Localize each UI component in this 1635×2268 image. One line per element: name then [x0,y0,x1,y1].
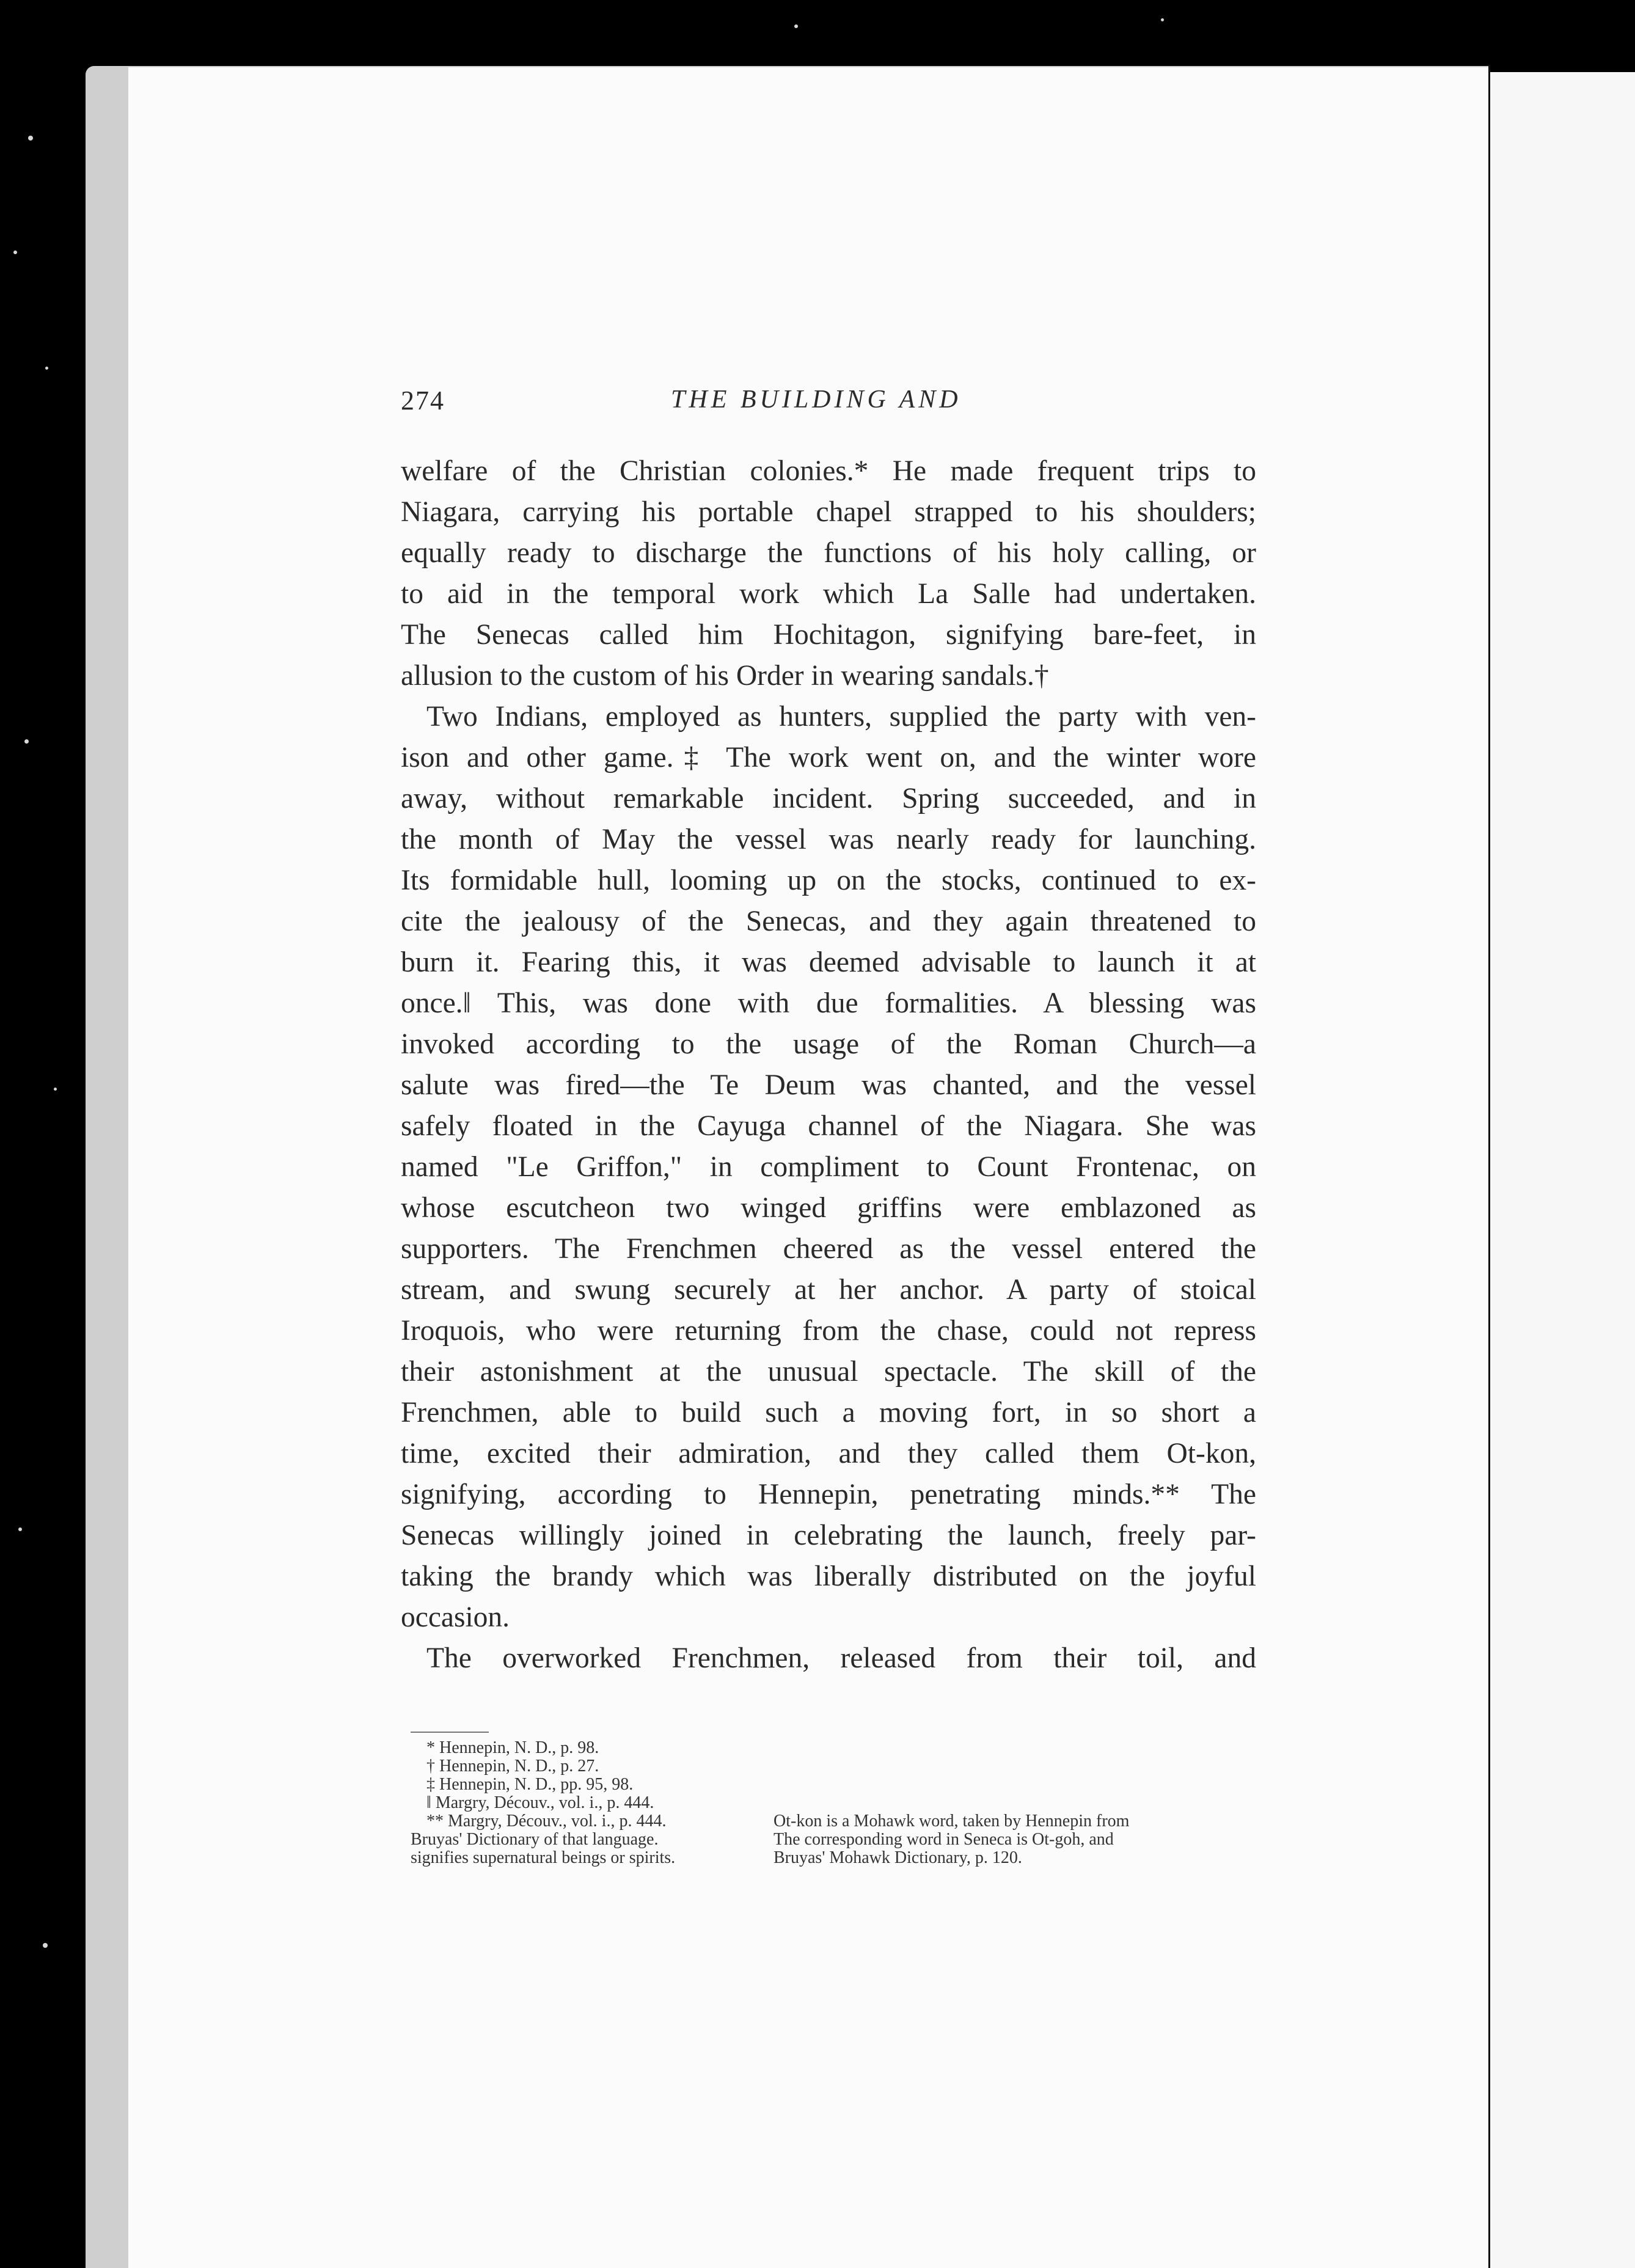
footnote-line [411,1776,1256,1794]
running-head [401,385,1256,428]
body-line: cite the jealousy of the Senecas, and they again threatened to [401,905,1256,937]
body-line: welfare of the Christian colonies.* He made frequent trips to [401,455,1256,487]
footnote-text: Bruyas' Mohawk Dictionary, p. 120. [774,1848,1022,1867]
footnote-line [411,1794,1256,1812]
scan-speck [794,24,798,28]
footnotes [411,1739,1256,1867]
body-line: Niagara, carrying his portable chapel strapped to his shoulders; [401,496,1256,528]
footnote-line [411,1739,1256,1757]
footnote-text: signifies supernatural beings or spirits. [411,1848,676,1867]
footnote-rule [411,1732,489,1733]
footnote-text: ‖ Margry, Découv., vol. i., p. 444. [426,1793,654,1812]
scan-speck [28,136,33,141]
scan-speck [43,1943,48,1948]
footnote-line [411,1757,1256,1776]
body-line: Frenchmen, able to build such a moving fort, in so short a [401,1397,1256,1428]
footnote-text: † Hennepin, N. D., p. 27. [426,1757,599,1776]
running-title: THE BUILDING AND [671,386,962,414]
footnote-text: The corresponding word in Seneca is Ot-goh, and [774,1830,1114,1849]
body-line: safely floated in the Cayuga channel of the Niagara. She was [401,1110,1256,1142]
footnote-text: Ot-kon is a Mohawk word, taken by Hennepin from [774,1812,1130,1831]
body-line: equally ready to discharge the functions of his holy calling, or [401,537,1256,569]
body-line: Senecas willingly joined in celebrating the launch, freely par- [401,1520,1256,1551]
scan-speck [1161,18,1164,21]
body-line: occasion. [401,1601,510,1633]
body-line: named "Le Griffon," in compliment to Count Frontenac, on [401,1151,1256,1183]
scan-speck [24,739,29,744]
body-line: time, excited their admiration, and they called them Ot-kon, [401,1438,1256,1469]
footnote-text: Bruyas' Dictionary of that language. [411,1830,659,1849]
body-line: salute was fired—the Te Deum was chanted, and the vessel [401,1069,1256,1101]
body-line: Iroquois, who were returning from the chase, could not repress [401,1315,1256,1347]
scan-speck [54,1088,57,1091]
footnote-text: * Hennepin, N. D., p. 98. [426,1738,599,1757]
body-line: Its formidable hull, looming up on the stocks, continued to ex- [401,865,1256,896]
page-number: 274 [401,386,445,415]
body-line: taking the brandy which was liberally distributed on the joyful [401,1560,1256,1592]
body-line: whose escutcheon two winged griffins were emblazoned as [401,1192,1256,1224]
body-line: burn it. Fearing this, it was deemed advisable to launch it at [401,946,1256,978]
scan-speck [18,1527,22,1531]
scan-speck [45,367,48,370]
body-line: the month of May the vessel was nearly ready for launching. [401,824,1256,855]
body-line: to aid in the temporal work which La Salle had undertaken. [401,578,1256,610]
body-line: allusion to the custom of his Order in wearing sandals.† [401,660,1049,692]
body-line: The Senecas called him Hochitagon, signifying bare-feet, in [401,619,1256,651]
body-line: stream, and swung securely at her anchor. A party of stoical [401,1274,1256,1306]
body-line: Two Indians, employed as hunters, supplied the party with ven- [426,701,1256,733]
body-line: away, without remarkable incident. Spring succeeded, and in [401,783,1256,814]
body-line: invoked according to the usage of the Roman Church—a [401,1028,1256,1060]
footnote-text: ‡ Hennepin, N. D., pp. 95, 98. [426,1775,634,1794]
facing-page-edge [1490,72,1635,2268]
scan-speck [13,251,17,254]
body-line: signifying, according to Hennepin, penetrating minds.** The [401,1479,1256,1510]
body-line: The overworked Frenchmen, released from their toil, and [426,1642,1256,1674]
footnote-line [411,1812,1256,1831]
body-text [401,451,1256,1679]
footnote-text: ** Margry, Découv., vol. i., p. 444. [426,1812,667,1831]
body-line: ison and other game.‡ The work went on, and the winter wore [401,742,1256,774]
body-line: once.‖ This, was done with due formalities. A blessing was [401,987,1256,1019]
footnote-line [411,1831,1256,1849]
footnote-line [411,1849,1256,1867]
body-line: their astonishment at the unusual spectacle. The skill of the [401,1356,1256,1388]
body-line: supporters. The Frenchmen cheered as the vessel entered the [401,1233,1256,1265]
